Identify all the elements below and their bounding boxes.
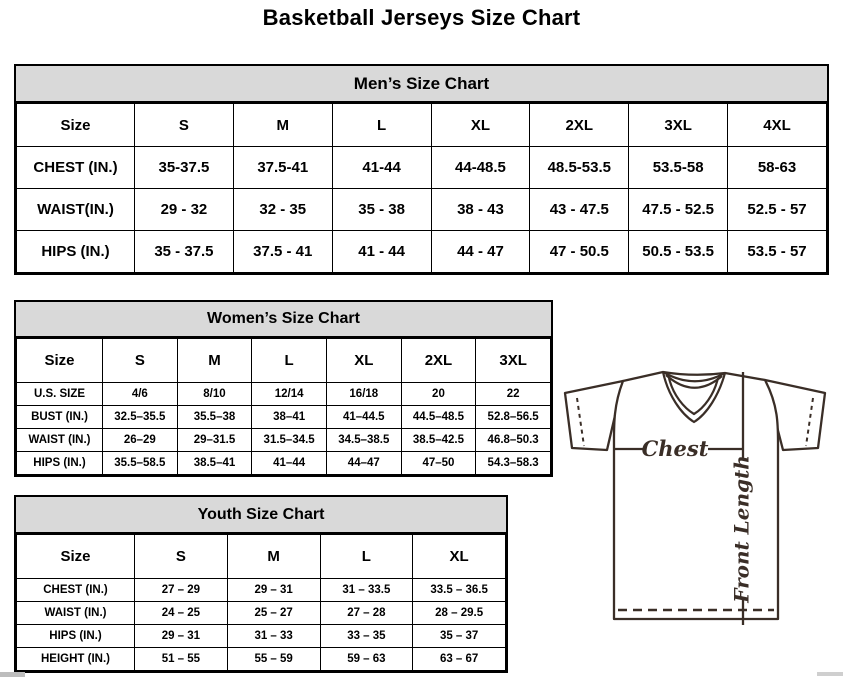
measurement-value-cell: 50.5 - 53.5 <box>629 231 728 273</box>
womens-size-chart-title: Women’s Size Chart <box>16 302 551 338</box>
jersey-measurement-diagram <box>557 362 843 640</box>
size-column-header: L <box>320 535 413 579</box>
measurement-value-cell: 54.3–58.3 <box>476 452 551 475</box>
youth-size-chart <box>14 495 508 673</box>
size-column-header: XL <box>431 104 530 147</box>
measurement-value-cell: 33.5 – 36.5 <box>413 579 506 602</box>
size-column-header: M <box>233 104 332 147</box>
measurement-row <box>17 625 506 648</box>
measurement-row-label: HIPS (IN.) <box>17 452 103 475</box>
measurement-row <box>17 648 506 671</box>
measurement-value-cell: 44–47 <box>326 452 401 475</box>
measurement-row <box>17 189 827 231</box>
measurement-value-cell: 24 – 25 <box>135 602 228 625</box>
measurement-row <box>17 383 551 406</box>
measurement-row-label: HIPS (IN.) <box>17 625 135 648</box>
size-column-header: S <box>103 339 178 383</box>
measurement-value-cell: 63 – 67 <box>413 648 506 671</box>
measurement-value-cell: 41–44.5 <box>326 406 401 429</box>
measurement-row <box>17 452 551 475</box>
measurement-value-cell: 31 – 33.5 <box>320 579 413 602</box>
measurement-value-cell: 55 – 59 <box>227 648 320 671</box>
measurement-value-cell: 43 - 47.5 <box>530 189 629 231</box>
size-column-header: S <box>135 104 234 147</box>
size-column-header: XL <box>413 535 506 579</box>
size-column-header: 4XL <box>728 104 827 147</box>
measurement-value-cell: 59 – 63 <box>320 648 413 671</box>
measurement-value-cell: 41 - 44 <box>332 231 431 273</box>
measurement-row-label: WAIST(IN.) <box>17 189 135 231</box>
measurement-row-label: U.S. SIZE <box>17 383 103 406</box>
size-header-row <box>17 339 551 383</box>
measurement-value-cell: 29 – 31 <box>135 625 228 648</box>
measurement-value-cell: 41–44 <box>252 452 327 475</box>
page-title: Basketball Jerseys Size Chart <box>262 5 581 30</box>
size-column-header: Size <box>17 535 135 579</box>
measurement-value-cell: 46.8–50.3 <box>476 429 551 452</box>
mens-size-chart-title: Men’s Size Chart <box>16 66 827 103</box>
measurement-value-cell: 38.5–41 <box>177 452 252 475</box>
measurement-row <box>17 147 827 189</box>
measurement-value-cell: 38 - 43 <box>431 189 530 231</box>
measurement-value-cell: 27 – 28 <box>320 602 413 625</box>
measurement-value-cell: 20 <box>401 383 476 406</box>
measurement-row-label: CHEST (IN.) <box>17 579 135 602</box>
measurement-value-cell: 35.5–58.5 <box>103 452 178 475</box>
size-column-header: 3XL <box>476 339 551 383</box>
womens-size-table <box>16 338 551 475</box>
measurement-value-cell: 47–50 <box>401 452 476 475</box>
measurement-value-cell: 31.5–34.5 <box>252 429 327 452</box>
measurement-value-cell: 37.5 - 41 <box>233 231 332 273</box>
measurement-value-cell: 26–29 <box>103 429 178 452</box>
measurement-value-cell: 35.5–38 <box>177 406 252 429</box>
size-column-header: M <box>177 339 252 383</box>
size-column-header: 2XL <box>401 339 476 383</box>
measurement-value-cell: 52.8–56.5 <box>476 406 551 429</box>
size-header-row <box>17 104 827 147</box>
measurement-row <box>17 579 506 602</box>
size-column-header: 3XL <box>629 104 728 147</box>
measurement-value-cell: 35 - 38 <box>332 189 431 231</box>
womens-size-chart <box>14 300 553 477</box>
partial-element-bottom-left <box>0 672 25 677</box>
measurement-value-cell: 47.5 - 52.5 <box>629 189 728 231</box>
measurement-value-cell: 28 – 29.5 <box>413 602 506 625</box>
measurement-value-cell: 51 – 55 <box>135 648 228 671</box>
measurement-row <box>17 231 827 273</box>
youth-size-chart-title: Youth Size Chart <box>16 497 506 534</box>
measurement-value-cell: 29 – 31 <box>227 579 320 602</box>
measurement-value-cell: 16/18 <box>326 383 401 406</box>
size-column-header: S <box>135 535 228 579</box>
measurement-value-cell: 58-63 <box>728 147 827 189</box>
measurement-value-cell: 44.5–48.5 <box>401 406 476 429</box>
measurement-value-cell: 52.5 - 57 <box>728 189 827 231</box>
measurement-row <box>17 429 551 452</box>
measurement-value-cell: 29–31.5 <box>177 429 252 452</box>
mens-size-table <box>16 103 827 273</box>
measurement-value-cell: 35 – 37 <box>413 625 506 648</box>
size-column-header: XL <box>326 339 401 383</box>
measurement-value-cell: 31 – 33 <box>227 625 320 648</box>
measurement-row-label: WAIST (IN.) <box>17 429 103 452</box>
measurement-row-label: HIPS (IN.) <box>17 231 135 273</box>
measurement-value-cell: 32.5–35.5 <box>103 406 178 429</box>
measurement-value-cell: 22 <box>476 383 551 406</box>
measurement-value-cell: 48.5-53.5 <box>530 147 629 189</box>
mens-size-chart <box>14 64 829 275</box>
size-column-header: M <box>227 535 320 579</box>
size-header-row <box>17 535 506 579</box>
measurement-value-cell: 4/6 <box>103 383 178 406</box>
size-column-header: L <box>252 339 327 383</box>
measurement-value-cell: 47 - 50.5 <box>530 231 629 273</box>
measurement-value-cell: 41-44 <box>332 147 431 189</box>
measurement-row-label: CHEST (IN.) <box>17 147 135 189</box>
partial-element-bottom-right <box>817 672 843 676</box>
measurement-value-cell: 25 – 27 <box>227 602 320 625</box>
measurement-row-label: BUST (IN.) <box>17 406 103 429</box>
measurement-value-cell: 33 – 35 <box>320 625 413 648</box>
measurement-value-cell: 27 – 29 <box>135 579 228 602</box>
measurement-value-cell: 35 - 37.5 <box>135 231 234 273</box>
measurement-value-cell: 44-48.5 <box>431 147 530 189</box>
measurement-value-cell: 29 - 32 <box>135 189 234 231</box>
size-column-header: 2XL <box>530 104 629 147</box>
measurement-row <box>17 602 506 625</box>
size-column-header: L <box>332 104 431 147</box>
measurement-value-cell: 12/14 <box>252 383 327 406</box>
measurement-value-cell: 38–41 <box>252 406 327 429</box>
size-column-header: Size <box>17 339 103 383</box>
measurement-value-cell: 37.5-41 <box>233 147 332 189</box>
measurement-row-label: HEIGHT (IN.) <box>17 648 135 671</box>
measurement-value-cell: 44 - 47 <box>431 231 530 273</box>
measurement-value-cell: 53.5-58 <box>629 147 728 189</box>
measurement-value-cell: 53.5 - 57 <box>728 231 827 273</box>
measurement-row-label: WAIST (IN.) <box>17 602 135 625</box>
measurement-value-cell: 32 - 35 <box>233 189 332 231</box>
measurement-value-cell: 34.5–38.5 <box>326 429 401 452</box>
youth-size-table <box>16 534 506 671</box>
measurement-value-cell: 8/10 <box>177 383 252 406</box>
measurement-value-cell: 38.5–42.5 <box>401 429 476 452</box>
measurement-value-cell: 35-37.5 <box>135 147 234 189</box>
size-column-header: Size <box>17 104 135 147</box>
measurement-row <box>17 406 551 429</box>
chest-label: Chest <box>641 436 709 461</box>
front-length-label: Front Length <box>729 455 754 603</box>
